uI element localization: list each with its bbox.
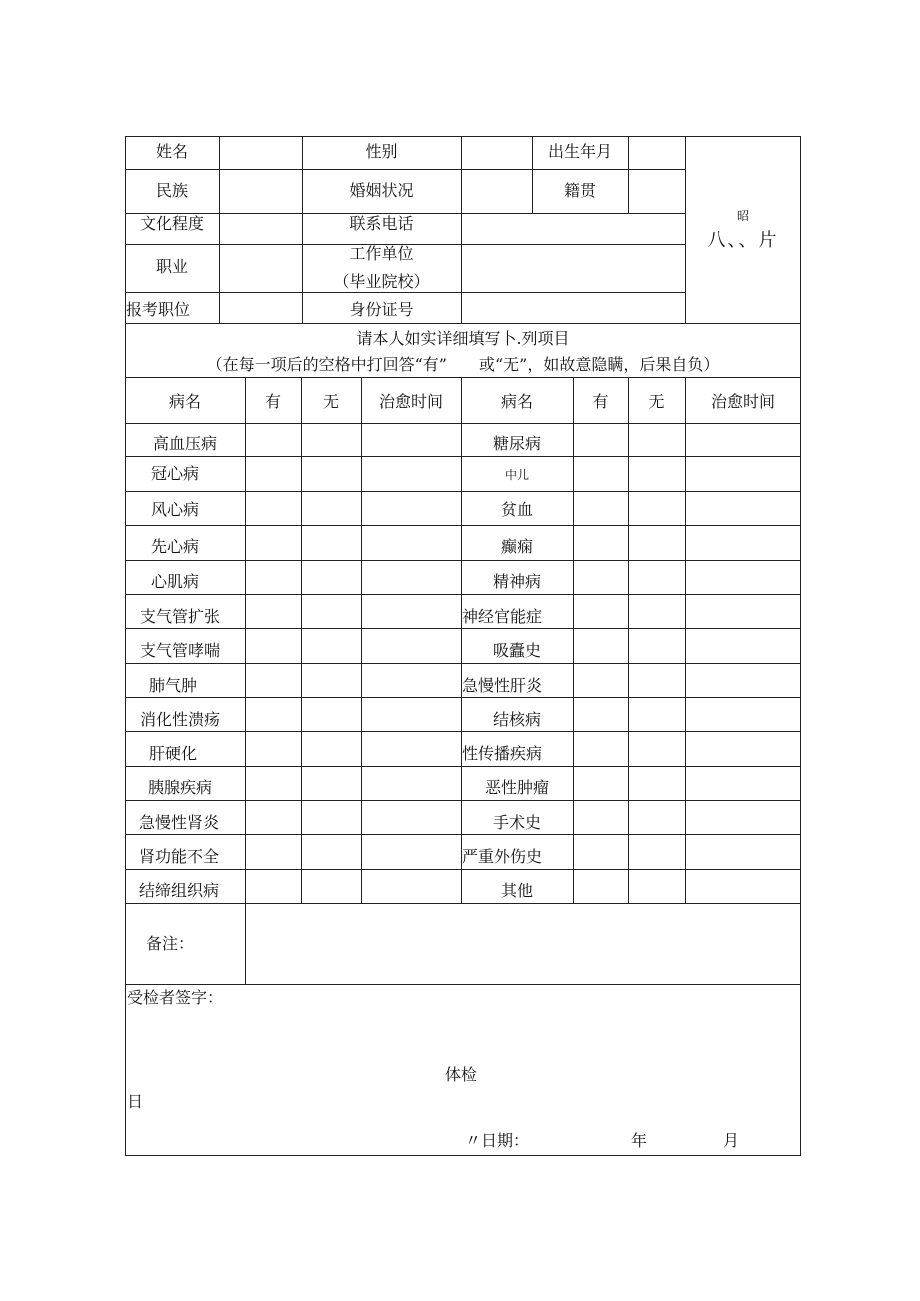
phone-label: 联系电话 bbox=[349, 214, 414, 233]
disease-left: 支气管哮喘 bbox=[139, 641, 220, 660]
exam-label: 体检 bbox=[445, 1065, 478, 1084]
header-disease-right: 病名 bbox=[500, 392, 533, 411]
workplace-label: 工作单位 bbox=[349, 244, 414, 263]
disease-left: 先心病 bbox=[150, 537, 199, 556]
disease-left: 结缔组织病 bbox=[138, 881, 219, 900]
disease-right: 严重外伤史 bbox=[462, 847, 543, 866]
disease-right: 性传播疾病 bbox=[462, 744, 543, 763]
row-line bbox=[125, 323, 801, 324]
disease-right: 结核病 bbox=[492, 710, 541, 729]
instruction-line-2: （在每一项后的空格中打回答“有” 或“无”，如故意隐瞒，后果自负） bbox=[206, 355, 720, 374]
border-top bbox=[125, 136, 801, 137]
col-line bbox=[685, 136, 686, 323]
month-label: 月 bbox=[723, 1131, 740, 1150]
col-line bbox=[219, 136, 220, 323]
day-label: 日 bbox=[127, 1092, 144, 1111]
row-line bbox=[125, 456, 801, 457]
disease-right: 恶性肿瘤 bbox=[484, 778, 549, 797]
header-disease-left: 病名 bbox=[168, 392, 201, 411]
row-line bbox=[125, 169, 685, 170]
row-line bbox=[125, 766, 801, 767]
disease-left: 风心病 bbox=[150, 500, 199, 519]
disease-right: 癫痫 bbox=[500, 537, 533, 556]
col-line bbox=[461, 136, 462, 323]
header-no-right: 无 bbox=[648, 392, 665, 411]
header-cured-right: 治愈时间 bbox=[710, 392, 775, 411]
disease-left: 肺气肿 bbox=[148, 676, 197, 695]
photo-caption: 八、、片 bbox=[707, 230, 779, 251]
date-label: 〃日期： bbox=[465, 1131, 530, 1150]
disease-left: 高血压病 bbox=[152, 434, 217, 453]
occupation-label: 职业 bbox=[155, 257, 188, 276]
col-line bbox=[685, 377, 686, 903]
col-line bbox=[361, 377, 362, 903]
idcard-label: 身份证号 bbox=[349, 300, 414, 319]
col-line bbox=[301, 377, 302, 903]
row-line bbox=[125, 628, 801, 629]
position-label: 报考职位 bbox=[126, 300, 191, 319]
signer-label: 受检者签字： bbox=[127, 988, 224, 1007]
row-line bbox=[125, 377, 801, 378]
disease-left: 冠心病 bbox=[150, 464, 199, 483]
disease-left: 肝硬化 bbox=[148, 744, 197, 763]
row-line bbox=[125, 834, 801, 835]
disease-left: 急慢性肾炎 bbox=[138, 813, 219, 832]
col-line bbox=[245, 377, 246, 984]
disease-right: 手术史 bbox=[492, 813, 541, 832]
disease-right: 糖尿病 bbox=[492, 434, 541, 453]
disease-left: 支气管扩张 bbox=[139, 607, 220, 626]
row-line bbox=[125, 594, 801, 595]
col-line bbox=[628, 136, 629, 213]
disease-right: 急慢性肝炎 bbox=[462, 676, 543, 695]
photo-caption-small: 昭 bbox=[736, 209, 749, 223]
disease-left: 心肌病 bbox=[150, 572, 199, 591]
birth-label: 出生年月 bbox=[547, 142, 612, 161]
border-right bbox=[800, 136, 801, 1156]
disease-right: 中儿 bbox=[504, 468, 529, 482]
disease-right: 精神病 bbox=[492, 572, 541, 591]
instruction-line-1: 请本人如实详细填写卜.列项目 bbox=[356, 329, 570, 348]
gender-label: 性别 bbox=[365, 142, 398, 161]
marital-label: 婚姻状况 bbox=[349, 181, 414, 200]
year-label: 年 bbox=[631, 1131, 648, 1150]
disease-left: 消化性溃疡 bbox=[139, 710, 220, 729]
disease-right: 神经官能症 bbox=[462, 607, 543, 626]
row-line bbox=[125, 560, 801, 561]
disease-right: 吸蠹史 bbox=[492, 641, 541, 660]
name-label: 姓名 bbox=[155, 142, 188, 161]
row-line bbox=[125, 663, 801, 664]
disease-right: 贫血 bbox=[500, 500, 533, 519]
disease-right: 其他 bbox=[500, 881, 533, 900]
row-line bbox=[125, 903, 801, 904]
row-line bbox=[125, 869, 801, 870]
disease-left: 胰腺疾病 bbox=[147, 778, 212, 797]
row-line bbox=[125, 731, 801, 732]
header-yes-right: 有 bbox=[592, 392, 609, 411]
header-no-left: 无 bbox=[322, 392, 339, 411]
education-label: 文化程度 bbox=[139, 214, 204, 233]
health-declaration-form bbox=[125, 136, 801, 1156]
header-cured-left: 治愈时间 bbox=[378, 392, 443, 411]
row-line bbox=[125, 800, 801, 801]
disease-left: 肾功能不全 bbox=[138, 847, 219, 866]
row-line bbox=[125, 697, 801, 698]
col-line bbox=[628, 377, 629, 903]
ethnicity-label: 民族 bbox=[155, 181, 188, 200]
row-line bbox=[125, 984, 801, 985]
row-line bbox=[125, 292, 685, 293]
border-bottom bbox=[125, 1155, 801, 1156]
origin-label: 籍贯 bbox=[563, 181, 596, 200]
school-label: （毕业院校） bbox=[333, 272, 430, 291]
col-line bbox=[573, 377, 574, 903]
row-line bbox=[125, 423, 801, 424]
header-yes-left: 有 bbox=[264, 392, 281, 411]
remarks-label: 备注： bbox=[145, 934, 194, 953]
row-line bbox=[125, 491, 801, 492]
row-line bbox=[125, 525, 801, 526]
